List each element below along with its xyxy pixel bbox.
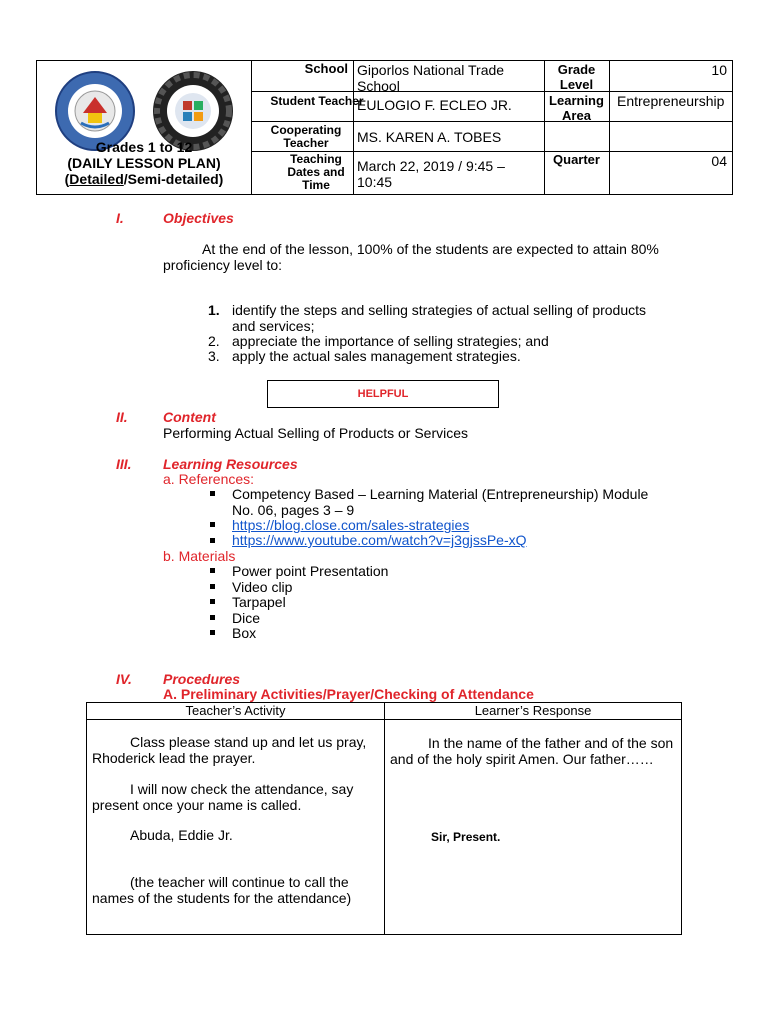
school-value: Giporlos National Trade School	[357, 62, 505, 94]
resources-numeral: III.	[116, 456, 132, 472]
procedures-heading: Procedures	[163, 671, 241, 687]
resources-heading: Learning Resources	[163, 456, 298, 472]
objectives-heading: Objectives	[163, 210, 234, 226]
objective-item-3: 3. apply the actual sales management strategies.	[208, 348, 521, 364]
procedures-subheading: A. Preliminary Activities/Prayer/Checking of Attendance	[163, 686, 534, 702]
quarter-value: 04	[711, 153, 727, 169]
student-teacher-label: Student Teacher	[270, 94, 364, 108]
teacher-activity-header: Teacher’s Activity	[185, 703, 286, 718]
teacher-prayer-text: Class please stand up and let us pray, Rhoderick lead the prayer.	[92, 734, 367, 766]
reference-link-blog[interactable]: https://blog.close.com/sales-strategies	[232, 517, 470, 533]
learner-prayer-text: In the name of the father and of the son and of the holy spirit Amen. Our father……	[390, 735, 674, 767]
objectives-numeral: I.	[116, 210, 124, 226]
student-teacher-value: EULOGIO F. ECLEO JR.	[357, 97, 512, 113]
material-item: Dice	[232, 610, 261, 626]
school-label: School	[304, 61, 348, 76]
materials-label: b. Materials	[163, 548, 236, 564]
content-numeral: II.	[116, 409, 128, 425]
objectives-intro: At the end of the lesson, 100% of the students are expected to attain 80% proficiency level to:	[163, 241, 659, 273]
references-label: a. References:	[163, 471, 255, 487]
reference-link-youtube[interactable]: https://www.youtube.com/watch?v=j3gjssPe-xQ	[232, 532, 527, 548]
helpful-box: HELPFUL	[267, 380, 499, 408]
material-item: Video clip	[232, 579, 293, 595]
objective-item-1: 1. identify the steps and selling strategies of actual selling of products and services;	[208, 302, 647, 334]
reference-module: Competency Based – Learning Material (Entrepreneurship) Module No. 06, pages 3 – 9	[232, 486, 649, 518]
procedures-table	[86, 702, 682, 935]
learning-area-label: Learning Area	[549, 93, 604, 123]
grade-level-value: 10	[711, 62, 727, 78]
learner-present-text: Sir, Present.	[431, 830, 501, 844]
lesson-header-table	[36, 60, 733, 195]
learning-area-value: Entrepreneurship	[617, 93, 725, 109]
content-text: Performing Actual Selling of Products or Services	[163, 425, 469, 441]
teaching-dates-value: March 22, 2019 / 9:45 – 10:45	[357, 158, 505, 190]
procedures-numeral: IV.	[116, 671, 132, 687]
learner-response-header: Learner’s Response	[474, 703, 592, 718]
teacher-attendance-text: I will now check the attendance, say present once your name is called.	[92, 781, 354, 813]
material-item: Box	[232, 625, 257, 641]
cooperating-teacher-label: Cooperating Teacher	[270, 123, 342, 150]
teaching-dates-label: Teaching Dates and Time	[287, 152, 345, 192]
teacher-student-name: Abuda, Eddie Jr.	[130, 827, 233, 843]
cooperating-teacher-value: MS. KAREN A. TOBES	[357, 129, 502, 145]
grade-level-label: Grade Level	[557, 62, 596, 92]
objective-item-2: 2. appreciate the importance of selling strategies; and	[208, 333, 549, 349]
teacher-continue-text: (the teacher will continue to call the names of the students for the attendance)	[92, 874, 352, 906]
content-heading: Content	[163, 409, 216, 425]
plan-title: Grades 1 to 12 (DAILY LESSON PLAN) (Detailed/Semi-detailed)	[64, 139, 224, 187]
material-item: Tarpapel	[232, 594, 286, 610]
material-item: Power point Presentation	[232, 563, 389, 579]
quarter-label: Quarter	[553, 152, 600, 167]
